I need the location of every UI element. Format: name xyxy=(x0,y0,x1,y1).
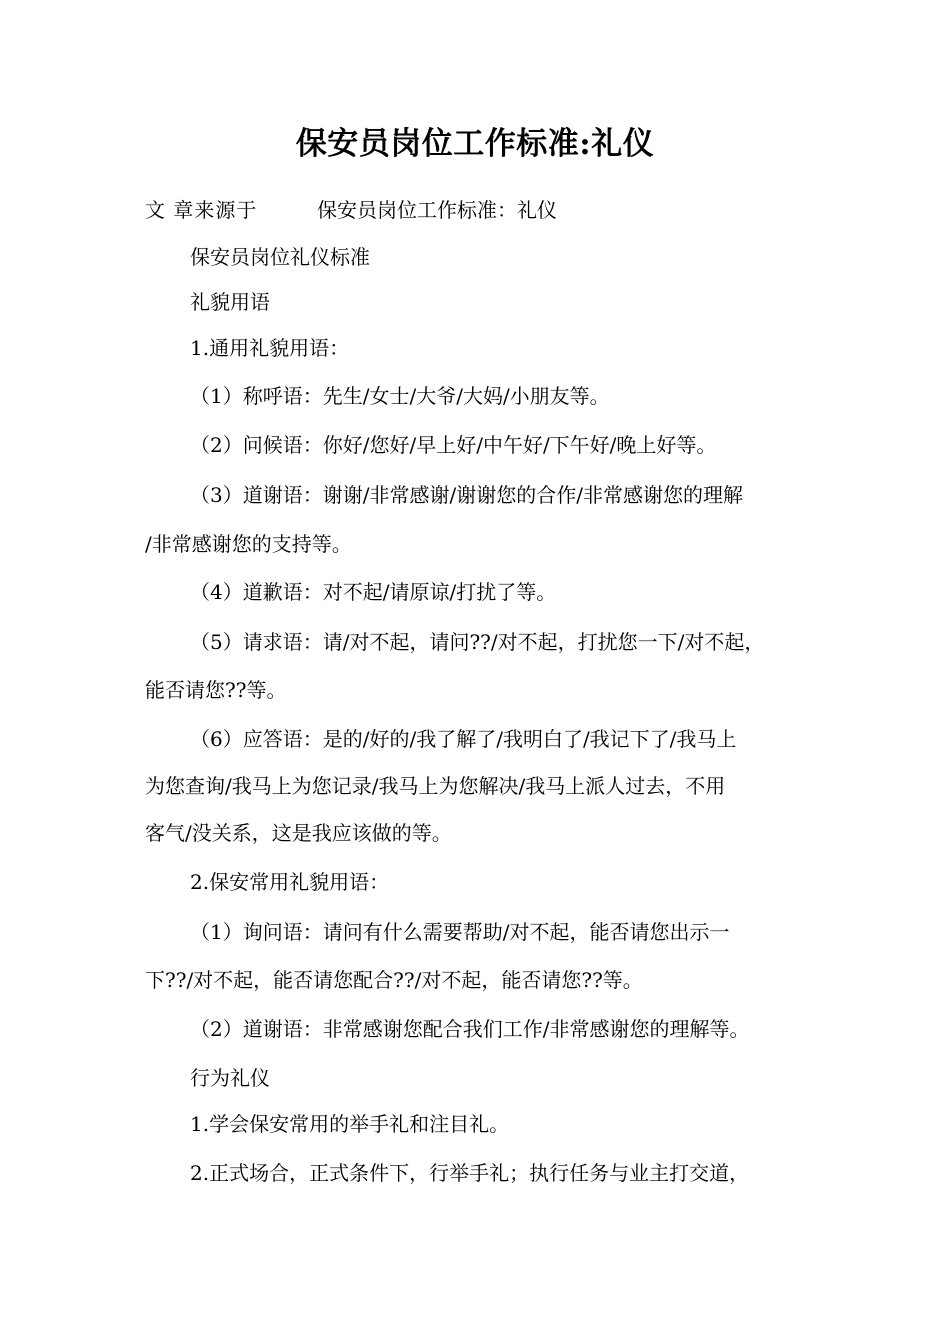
section-heading: 礼貌用语 xyxy=(190,290,270,314)
section-heading: 保安员岗位礼仪标准 xyxy=(190,245,370,269)
paragraph-line: （5）请求语：请/对不起，请问??/对不起，打扰您一下/对不起， xyxy=(190,630,765,654)
paragraph-line: （2）问候语：你好/您好/早上好/中午好/下午好/晚上好等。 xyxy=(190,433,717,457)
source-value: 保安员岗位工作标准：礼仪 xyxy=(317,198,557,222)
subsection-heading: 2.保安常用礼貌用语： xyxy=(190,870,390,894)
source-label: 文 章来源于 xyxy=(145,198,258,222)
paragraph-line: （2）道谢语：非常感谢您配合我们工作/非常感谢您的理解等。 xyxy=(190,1017,750,1041)
section-heading: 行为礼仪 xyxy=(190,1066,270,1090)
paragraph-line: （6）应答语：是的/好的/我了解了/我明白了/我记下了/我马上 xyxy=(190,727,737,751)
paragraph-line: 2.正式场合，正式条件下，行举手礼；执行任务与业主打交道， xyxy=(190,1161,750,1185)
paragraph-line: 下??/对不起，能否请您配合??/对不起，能否请您??等。 xyxy=(145,968,643,992)
page-title: 保安员岗位工作标准:礼仪 xyxy=(295,126,655,162)
paragraph-line: （4）道歉语：对不起/请原谅/打扰了等。 xyxy=(190,580,557,604)
paragraph-line: /非常感谢您的支持等。 xyxy=(145,532,352,556)
paragraph-line: （1）称呼语：先生/女士/大爷/大妈/小朋友等。 xyxy=(190,384,610,408)
source-line xyxy=(145,196,557,224)
paragraph-line: （3）道谢语：谢谢/非常感谢/谢谢您的合作/非常感谢您的理解 xyxy=(190,483,743,507)
paragraph-line: （1）询问语：请问有什么需要帮助/对不起，能否请您出示一 xyxy=(190,920,730,944)
paragraph-line: 为您查询/我马上为您记录/我马上为您解决/我马上派人过去，不用 xyxy=(145,774,726,798)
paragraph-line: 客气/没关系，这是我应该做的等。 xyxy=(145,821,452,845)
paragraph-line: 1.学会保安常用的举手礼和注目礼。 xyxy=(190,1112,510,1136)
subsection-heading: 1.通用礼貌用语： xyxy=(190,336,350,360)
paragraph-line: 能否请您??等。 xyxy=(145,678,287,702)
